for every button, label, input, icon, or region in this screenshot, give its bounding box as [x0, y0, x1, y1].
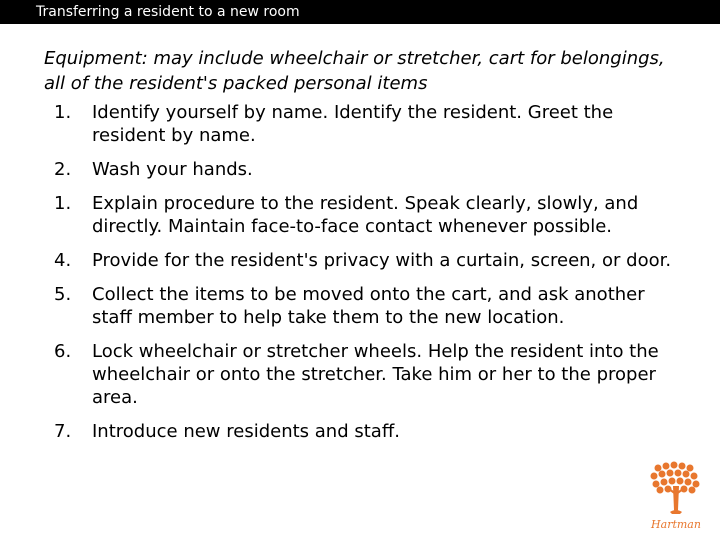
step-number: 2.	[54, 159, 72, 180]
step-number: 6.	[54, 341, 72, 362]
logo-wordmark: Hartman	[651, 518, 701, 531]
step-text: Provide for the resident's privacy with a curtain, screen, or door.	[92, 250, 672, 271]
procedure-steps	[54, 101, 674, 454]
step-text: Collect the items to be moved onto the cart, and ask another staff member to help take them to the new location.	[92, 284, 645, 328]
step-number: 1.	[54, 193, 72, 214]
step-item	[54, 158, 674, 181]
step-text: Lock wheelchair or stretcher wheels. Help the resident into the wheelchair or onto the stretcher. Take him or her to the proper area.	[92, 341, 659, 408]
step-number: 7.	[54, 421, 72, 442]
step-item	[54, 192, 674, 238]
step-text: Identify yourself by name. Identify the resident. Greet the resident by name.	[92, 102, 614, 146]
step-item	[54, 283, 674, 329]
slide-title: Transferring a resident to a new room	[36, 4, 300, 20]
step-number: 1.	[54, 102, 72, 123]
step-number: 5.	[54, 284, 72, 305]
slide-title-bar	[0, 0, 720, 24]
step-text: Wash your hands.	[92, 159, 253, 180]
step-text: Explain procedure to the resident. Speak clearly, slowly, and directly. Maintain face-to-face contact whenever possible.	[92, 193, 639, 237]
step-text: Introduce new residents and staff.	[92, 421, 400, 442]
step-item	[54, 249, 674, 272]
equipment-intro: Equipment: may include wheelchair or stretcher, cart for belongings, all of the resident's packed personal items	[44, 48, 665, 94]
hartman-logo	[644, 458, 708, 538]
step-item	[54, 101, 674, 147]
step-item	[54, 420, 674, 443]
step-item	[54, 340, 674, 409]
step-number: 4.	[54, 250, 72, 271]
